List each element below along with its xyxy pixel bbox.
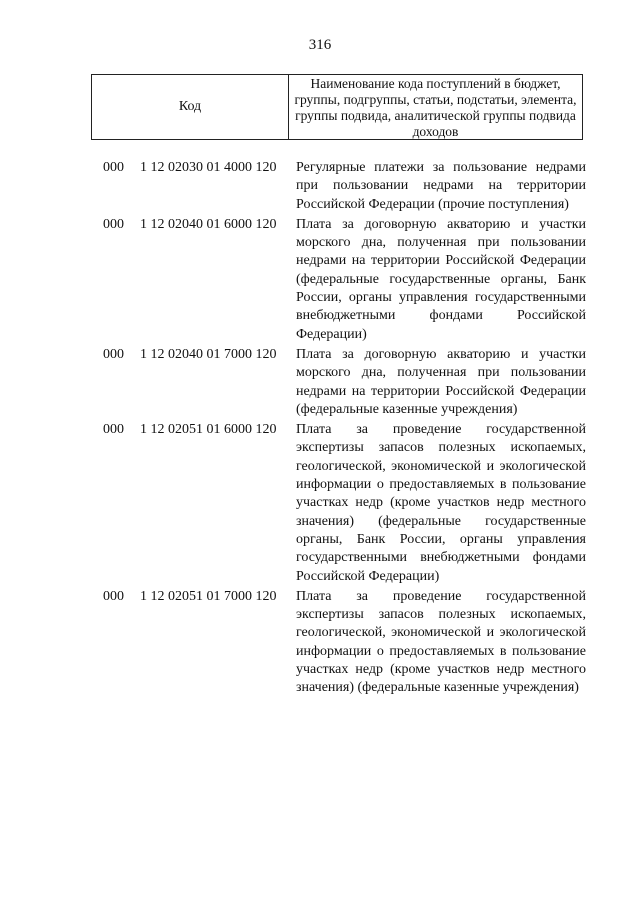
header-code: Код bbox=[92, 75, 289, 139]
budget-code: 1 12 02030 01 4000 120 bbox=[140, 160, 277, 175]
budget-code: 1 12 02051 01 6000 120 bbox=[140, 422, 277, 438]
table-row bbox=[0, 159, 640, 214]
table-header bbox=[91, 74, 583, 140]
code-description: Плата за договорную акваторию и участки морского дна, полученная при пользовании недрами на территории Российской Федерации (федеральные казенные учреждения) bbox=[296, 346, 586, 417]
budget-code: 1 12 02051 01 7000 120 bbox=[140, 588, 277, 604]
code-description: Плата за проведение государственной экспертизы запасов полезных ископаемых, геологической, экономической и экологической информации о предоставляемых в пользование участках недр (кроме участков недр местного значения) (федеральные государственные органы, Банк России, органы управления государственными внебюджетными фондами Российской Федерации) bbox=[296, 422, 586, 584]
code-description: Плата за проведение государственной экспертизы запасов полезных ископаемых, геологической, экономической и экологической информации о предоставляемых в пользование участках недр (кроме участков недр местного значения) (федеральные казенные учреждения) bbox=[296, 588, 586, 696]
admin-code: 000 bbox=[103, 422, 124, 438]
admin-code: 000 bbox=[103, 160, 124, 175]
budget-code: 1 12 02040 01 6000 120 bbox=[140, 216, 277, 232]
admin-code: 000 bbox=[103, 216, 124, 232]
table-row bbox=[0, 421, 640, 586]
admin-code: 000 bbox=[103, 346, 124, 362]
admin-code: 000 bbox=[103, 588, 124, 604]
page-number: 316 bbox=[308, 37, 332, 53]
code-description: Плата за договорную акваторию и участки морского дна, полученная при пользовании недрами на территории Российской Федерации (федеральные государственные органы, Банк России, органы управления государственными внебюджетными фондами Российской Федерации) bbox=[296, 216, 586, 342]
income-codes-list bbox=[0, 159, 640, 700]
table-row bbox=[0, 588, 640, 698]
code-description: Регулярные платежи за пользование недрами при пользовании недрами на территории Российской Федерации (прочие поступления) bbox=[296, 160, 586, 212]
table-row bbox=[0, 216, 640, 344]
budget-code: 1 12 02040 01 7000 120 bbox=[140, 346, 277, 362]
table-row bbox=[0, 346, 640, 419]
header-name: Наименование кода поступлений в бюджет, группы, подгруппы, статьи, подстатьи, элемента, группы подвида, аналитической группы подвида доходов bbox=[294, 76, 577, 139]
